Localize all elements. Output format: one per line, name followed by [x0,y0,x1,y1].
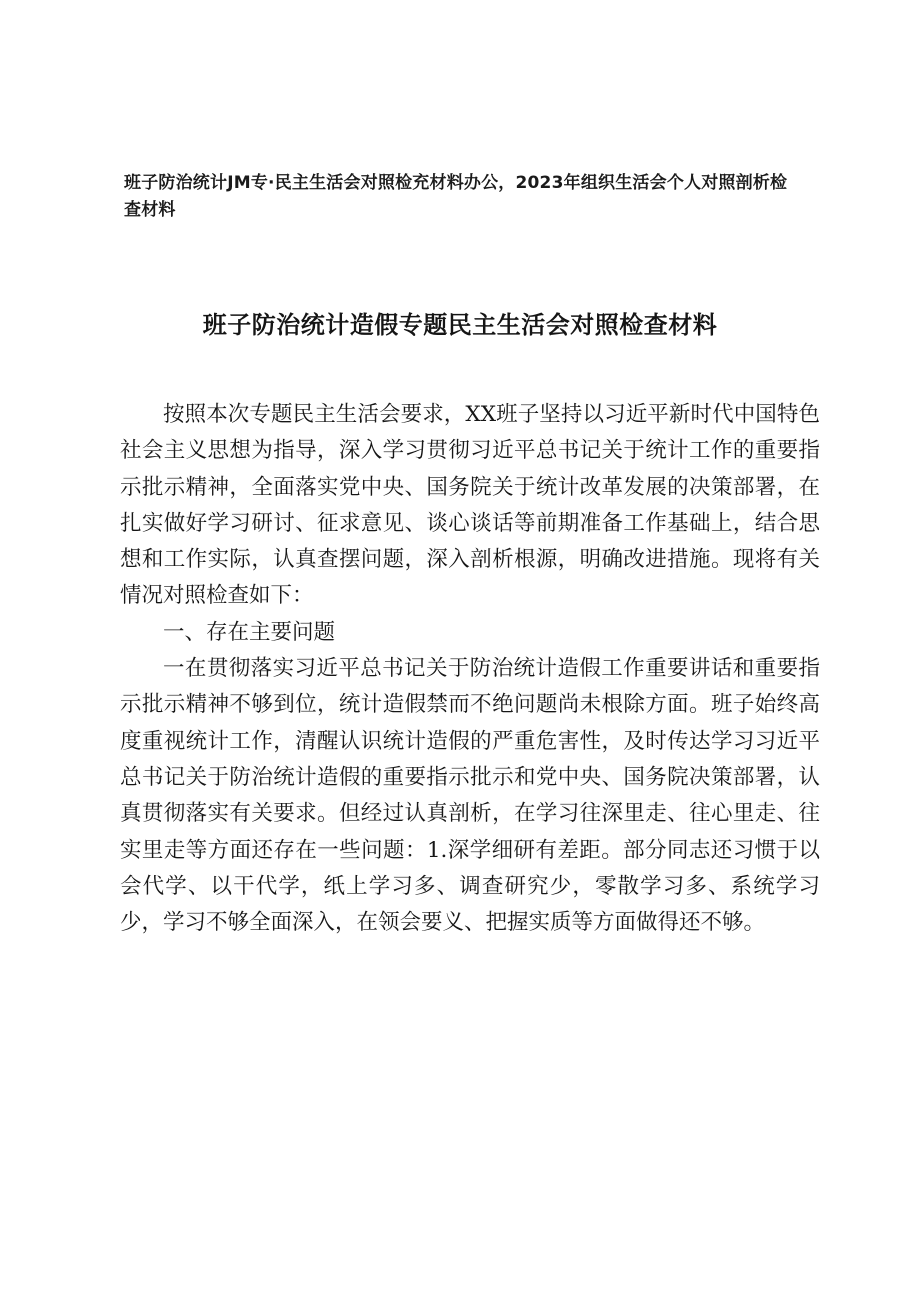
document-body [120,397,820,941]
issue-paragraph: 一在贯彻落实习近平总书记关于防治统计造假工作重要讲话和重要指示批示精神不够到位，统计造假禁而不绝问题尚未根除方面。班子始终高度重视统计工作，清醒认识统计造假的严重危害性，及时传达学习习近平总书记关于防治统计造假的重要指示批示和党中央、国务院决策部署，认真贯彻落实有关要求。但经过认真剖析，在学习往深里走、往心里走、往实里走等方面还存在一些问题：1.深学细研有差距。部分同志还习惯于以会代学、以干代学，纸上学习多、调查研究少，零散学习多、系统学习少，学习不够全面深入，在领会要义、把握实质等方面做得还不够。 [120,656,820,936]
intro-paragraph: 按照本次专题民主生活会要求，XX班子坚持以习近平新时代中国特色社会主义思想为指导，深入学习贯彻习近平总书记关于统计工作的重要指示批示精神，全面落实党中央、国务院关于统计改革发展的决策部署，在扎实做好学习研讨、征求意见、谈心谈话等前期准备工作基础上，结合思想和工作实际，认真查摆问题，深入剖析根源，明确改进措施。现将有关情况对照检查如下： [120,402,820,609]
header-note: 班子防治统计JM专·民主生活会对照检充材料办公，2023年组织生活会个人对照剖析检查材料 [124,173,788,220]
section-heading: 一、存在主要问题 [163,619,336,645]
document-title: 班子防治统计造假专题民主生活会对照检查材料 [202,311,718,339]
